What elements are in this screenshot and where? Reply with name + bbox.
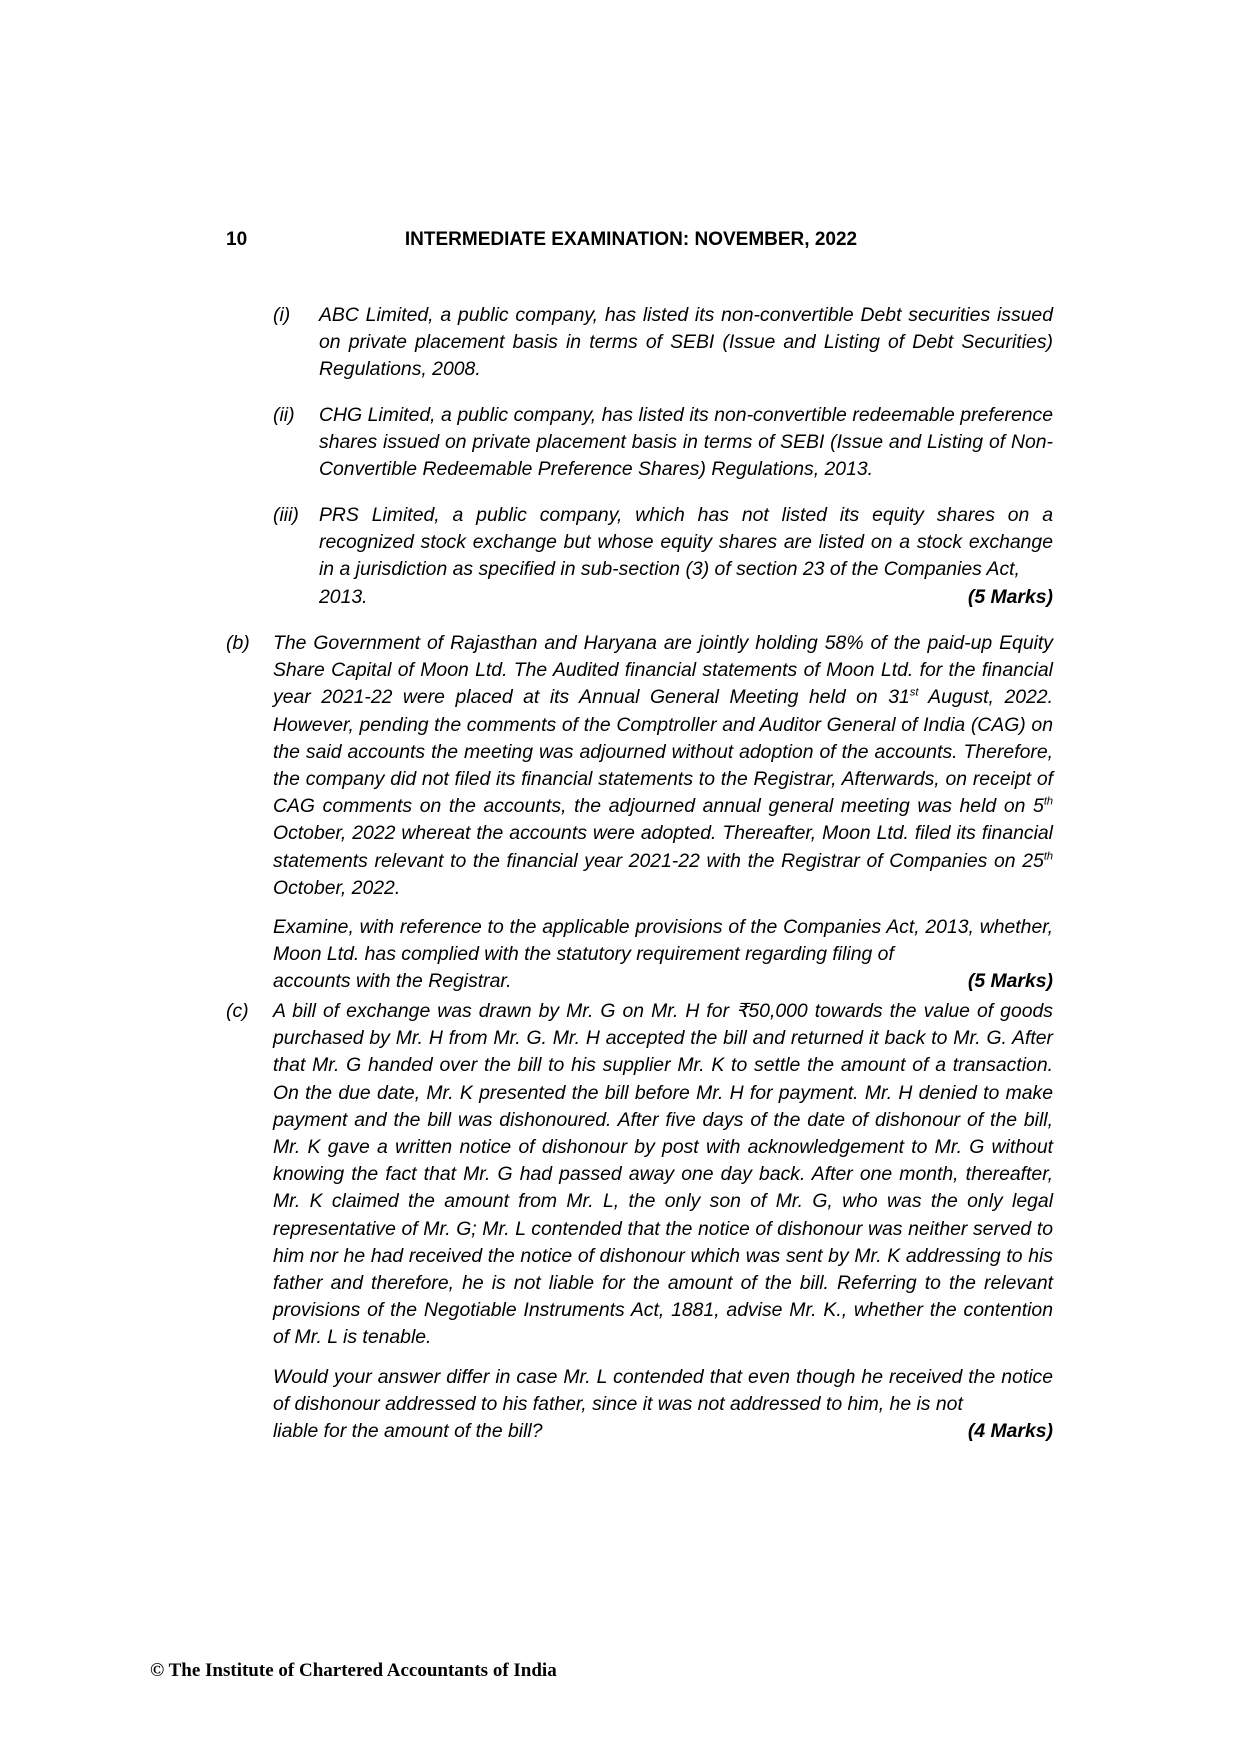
item-text: ABC Limited, a public company, has listed its non-convertible Debt securities issued on private placement basis in terms of SEBI (Issue and Listing of Debt Securities) Regulations, 2008.: [319, 304, 1053, 381]
sub-item-i: [273, 302, 1053, 384]
marks-label: (5 Marks): [967, 970, 1053, 993]
item-text: PRS Limited, a public company, which has not listed its equity shares on a recognized stock exchange but whose equity shares are listed on a stock exchange in a jurisdiction as specified in sub-section (3) of section 23 of the Companies Act,: [319, 504, 1053, 581]
question-text: Would your answer differ in case Mr. L contended that even though he received the notice of dishonour addressed to his father, since it was not addressed to him, he is not: [273, 1365, 1053, 1415]
superscript: th: [1043, 850, 1053, 863]
question-text-end: accounts with the Registrar.: [273, 970, 512, 993]
question-b-ask: [273, 914, 1053, 996]
page-title: INTERMEDIATE EXAMINATION: NOVEMBER, 2022: [404, 229, 858, 250]
page-header: [226, 226, 1036, 254]
question-c-ask: [273, 1364, 1053, 1446]
question-last-line: [273, 968, 1053, 995]
item-label: (iii): [273, 504, 299, 526]
sub-item-ii: [273, 402, 1053, 484]
item-text: CHG Limited, a public company, has listed its non-convertible redeemable preference shares issued on private placement basis in terms of SEBI (Issue and Listing of Non-Convertible Redeemable Preference Shares) Regulations, 2013.: [319, 404, 1053, 481]
page-number: 10: [226, 229, 248, 250]
marks-label: (5 Marks): [967, 585, 1053, 608]
sub-item-iii: [273, 502, 1053, 611]
question-last-line: [273, 1418, 1053, 1445]
marks-label: (4 Marks): [967, 1420, 1053, 1443]
question-label: (c): [226, 1000, 249, 1022]
item-label: (ii): [273, 404, 295, 426]
question-text: Examine, with reference to the applicable provisions of the Companies Act, 2013, whether, Moon Ltd. has complied with the statutory requirement regarding filing of: [273, 916, 1053, 966]
item-text-end: 2013.: [319, 585, 368, 608]
question-c: [226, 998, 1053, 1445]
superscript: st: [909, 686, 919, 699]
question-b-facts: The Government of Rajasthan and Haryana are jointly holding 58% of the paid-up Equity Share Capital of Moon Ltd. The Audited financial statements of Moon Ltd. for the financial year 2021-22 were placed at its Annual General Meeting held on 31st August, 2022. However, pending the comments of the Comptroller and Auditor General of India (CAG) on the said accounts the meeting was adjourned without adoption of the accounts. Therefore, the company did not filed its financial statements to the Registrar, Afterwards, on receipt of CAG comments on the accounts, the adjourned annual general meeting was held on 5th October, 2022 whereat the accounts were adopted. Thereafter, Moon Ltd. filed its financial statements relevant to the financial year 2021-22 with the Registrar of Companies on 25th October, 2022.: [273, 632, 1053, 899]
question-text-end: liable for the amount of the bill?: [273, 1420, 543, 1443]
copyright-footer: © The Institute of Chartered Accountants of India: [150, 1660, 557, 1681]
question-b: [226, 630, 1053, 996]
item-last-line: [319, 584, 1053, 611]
item-label: (i): [273, 304, 291, 326]
question-c-facts: A bill of exchange was drawn by Mr. G on Mr. H for ₹50,000 towards the value of goods purchased by Mr. H from Mr. G. Mr. H accepted the bill and returned it back to Mr. G. After that Mr. G handed over the bill to his supplier Mr. K to settle the amount of a transaction. On the due date, Mr. K presented the bill before Mr. H for payment. Mr. H denied to make payment and the bill was dishonoured. After five days of the date of dishonour of the bill, Mr. K gave a written notice of dishonour by post with acknowledgement to Mr. G without knowing the fact that Mr. G had passed away one day back. After one month, thereafter, Mr. K claimed the amount from Mr. L, the only son of Mr. G, who was the only legal representative of Mr. G; Mr. L contended that the notice of dishonour was neither served to him nor he had received the notice of dishonour which was sent by Mr. K addressing to his father and therefore, he is not liable for the amount of the bill. Referring to the relevant provisions of the Negotiable Instruments Act, 1881, advise Mr. K., whether the contention of Mr. L is tenable.: [273, 1000, 1053, 1349]
superscript: th: [1043, 795, 1053, 808]
question-label: (b): [226, 632, 250, 654]
